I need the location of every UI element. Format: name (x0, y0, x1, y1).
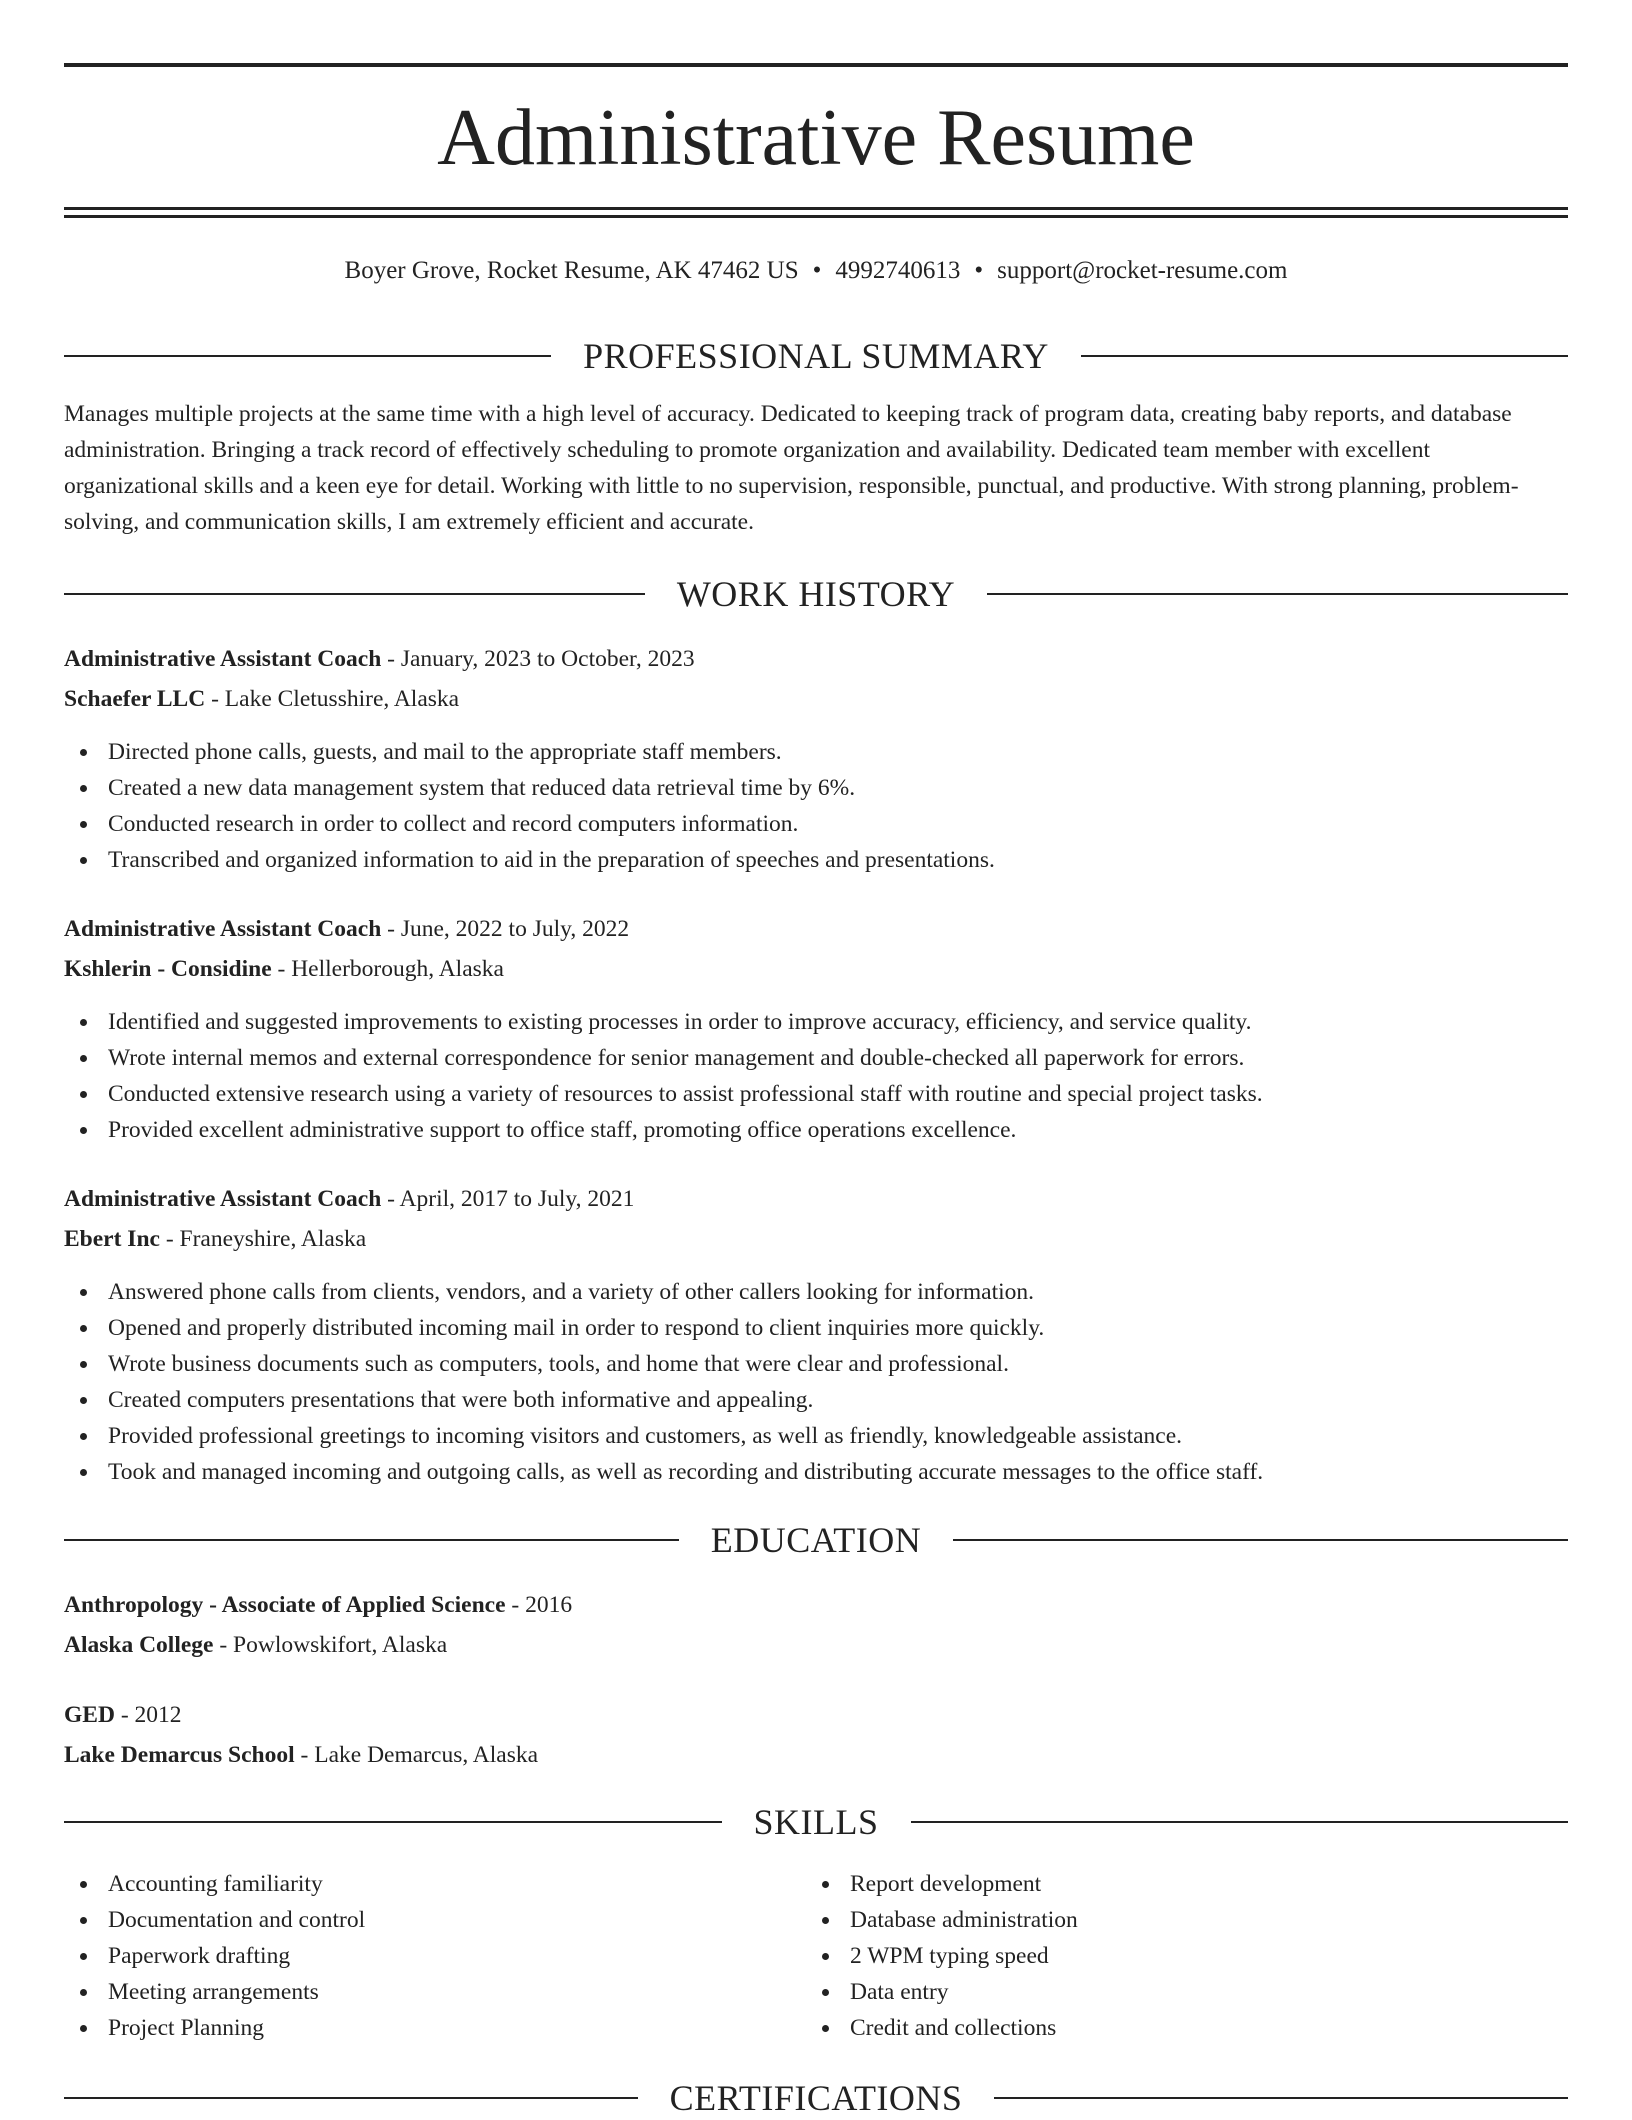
section-title: PROFESSIONAL SUMMARY (583, 336, 1049, 376)
section-rule (987, 593, 1568, 595)
education-year: - 2016 (505, 1592, 573, 1618)
job-company: Kshlerin - Considine (64, 956, 272, 982)
job-company-line (64, 1220, 1568, 1260)
skill-item: Project Planning (64, 2010, 764, 2046)
job-bullet: Identified and suggested improvements to existing processes in order to improve accuracy, efficiency, and service quality. (64, 1004, 1568, 1040)
skill-item: Paperwork drafting (64, 1938, 764, 1974)
job-bullets (64, 1004, 1568, 1148)
job-bullet: Opened and properly distributed incoming mail in order to respond to client inquiries more quickly. (64, 1310, 1568, 1346)
contact-line (64, 256, 1568, 286)
section-header-work-history (64, 572, 1568, 616)
job-title: Administrative Assistant Coach (64, 646, 382, 672)
job-title: Administrative Assistant Coach (64, 916, 382, 942)
job-bullet: Transcribed and organized information to aid in the preparation of speeches and presentations. (64, 842, 1568, 878)
job-bullet: Conducted research in order to collect and record computers information. (64, 806, 1568, 842)
skills-list (64, 1866, 764, 2046)
skills-list (806, 1866, 1506, 2046)
section-rule (64, 355, 551, 357)
job-location: - Franeyshire, Alaska (159, 1226, 367, 1252)
section-rule (64, 1539, 679, 1541)
education-location: - Lake Demarcus, Alaska (294, 1742, 539, 1768)
skill-item: 2 WPM typing speed (806, 1938, 1506, 1974)
education-degree: GED (64, 1702, 115, 1728)
job-bullet: Conducted extensive research using a variety of resources to assist professional staff with routine and special project tasks. (64, 1076, 1568, 1112)
job-bullet: Wrote internal memos and external correspondence for senior management and double-checked all paperwork for errors. (64, 1040, 1568, 1076)
skill-item: Database administration (806, 1902, 1506, 1938)
resume-title: Administrative Resume (437, 94, 1195, 182)
job-title: Administrative Assistant Coach (64, 1186, 382, 1212)
job-bullet: Created computers presentations that were both informative and appealing. (64, 1382, 1568, 1418)
education-degree-line (64, 1586, 1568, 1626)
skill-item: Accounting familiarity (64, 1866, 764, 1902)
skill-item: Meeting arrangements (64, 1974, 764, 2010)
section-rule (64, 593, 645, 595)
section-title: SKILLS (753, 1802, 879, 1842)
education-degree-line (64, 1696, 1568, 1736)
skill-item: Data entry (806, 1974, 1506, 2010)
education-school: Alaska College (64, 1632, 214, 1658)
skill-item: Documentation and control (64, 1902, 764, 1938)
job-bullets (64, 734, 1568, 878)
education-degree: Anthropology - Associate of Applied Science (64, 1592, 506, 1618)
skills-column-left (64, 1866, 764, 2046)
section-rule (953, 1539, 1568, 1541)
skill-item: Report development (806, 1866, 1506, 1902)
job-entry (64, 910, 1568, 1148)
job-location: - Hellerborough, Alaska (271, 956, 504, 982)
section-title: WORK HISTORY (676, 574, 956, 614)
job-company-line (64, 950, 1568, 990)
job-company: Ebert Inc (64, 1226, 160, 1252)
job-bullet: Created a new data management system that reduced data retrieval time by 6%. (64, 770, 1568, 806)
job-company-line (64, 680, 1568, 720)
job-dates: - January, 2023 to October, 2023 (381, 646, 695, 672)
contact-separator: • (974, 257, 984, 284)
skills-column-right (806, 1866, 1506, 2046)
contact-separator: • (812, 257, 822, 284)
contact-phone: 4992740613 (835, 257, 961, 284)
header-double-rule-lower (64, 215, 1568, 218)
job-bullet: Directed phone calls, guests, and mail to the appropriate staff members. (64, 734, 1568, 770)
job-entry (64, 640, 1568, 878)
job-title-line (64, 910, 1568, 950)
job-dates: - June, 2022 to July, 2022 (381, 916, 630, 942)
section-rule (64, 2097, 638, 2099)
section-header-summary (64, 334, 1568, 378)
job-bullets (64, 1274, 1568, 1490)
contact-email: support@rocket-resume.com (997, 257, 1288, 284)
education-location: - Powlowskifort, Alaska (213, 1632, 448, 1658)
section-header-skills (64, 1800, 1568, 1844)
section-title: CERTIFICATIONS (669, 2078, 963, 2118)
job-bullet: Provided professional greetings to incoming visitors and customers, as well as friendly, knowledgeable assistance. (64, 1418, 1568, 1454)
job-bullet: Wrote business documents such as computers, tools, and home that were clear and professional. (64, 1346, 1568, 1382)
summary-text: Manages multiple projects at the same time with a high level of accuracy. Dedicated to keeping track of program data, creating baby reports, and database administration. Bringing a track record of effectively scheduling to promote organization and availability. Dedicated team member with excellent organizational skills and a keen eye for detail. Working with little to no supervision, responsible, punctual, and productive. With strong planning, problem-solving, and communication skills, I am extremely efficient and accurate. (64, 401, 1519, 535)
job-bullet: Provided excellent administrative support to office staff, promoting office operations excellence. (64, 1112, 1568, 1148)
section-header-certifications (64, 2076, 1568, 2120)
job-bullet: Answered phone calls from clients, vendors, and a variety of other callers looking for information. (64, 1274, 1568, 1310)
education-school: Lake Demarcus School (64, 1742, 295, 1768)
job-company: Schaefer LLC (64, 686, 206, 712)
header-top-rule (64, 63, 1568, 67)
section-header-education (64, 1518, 1568, 1562)
skill-item: Credit and collections (806, 2010, 1506, 2046)
education-entry (64, 1696, 1568, 1776)
job-entry (64, 1180, 1568, 1490)
section-rule (911, 1821, 1569, 1823)
job-dates: - April, 2017 to July, 2021 (381, 1186, 635, 1212)
section-title: EDUCATION (710, 1520, 922, 1560)
education-year: - 2012 (114, 1702, 182, 1728)
job-bullet: Took and managed incoming and outgoing calls, as well as recording and distributing accurate messages to the office staff. (64, 1454, 1568, 1490)
section-rule (1081, 355, 1568, 357)
job-title-line (64, 1180, 1568, 1220)
section-rule (994, 2097, 1568, 2099)
section-rule (64, 1821, 722, 1823)
job-location: - Lake Cletusshire, Alaska (205, 686, 460, 712)
header-double-rule-upper (64, 207, 1568, 210)
contact-address: Boyer Grove, Rocket Resume, AK 47462 US (344, 257, 799, 284)
education-school-line (64, 1626, 1568, 1666)
job-title-line (64, 640, 1568, 680)
education-entry (64, 1586, 1568, 1666)
education-school-line (64, 1736, 1568, 1776)
